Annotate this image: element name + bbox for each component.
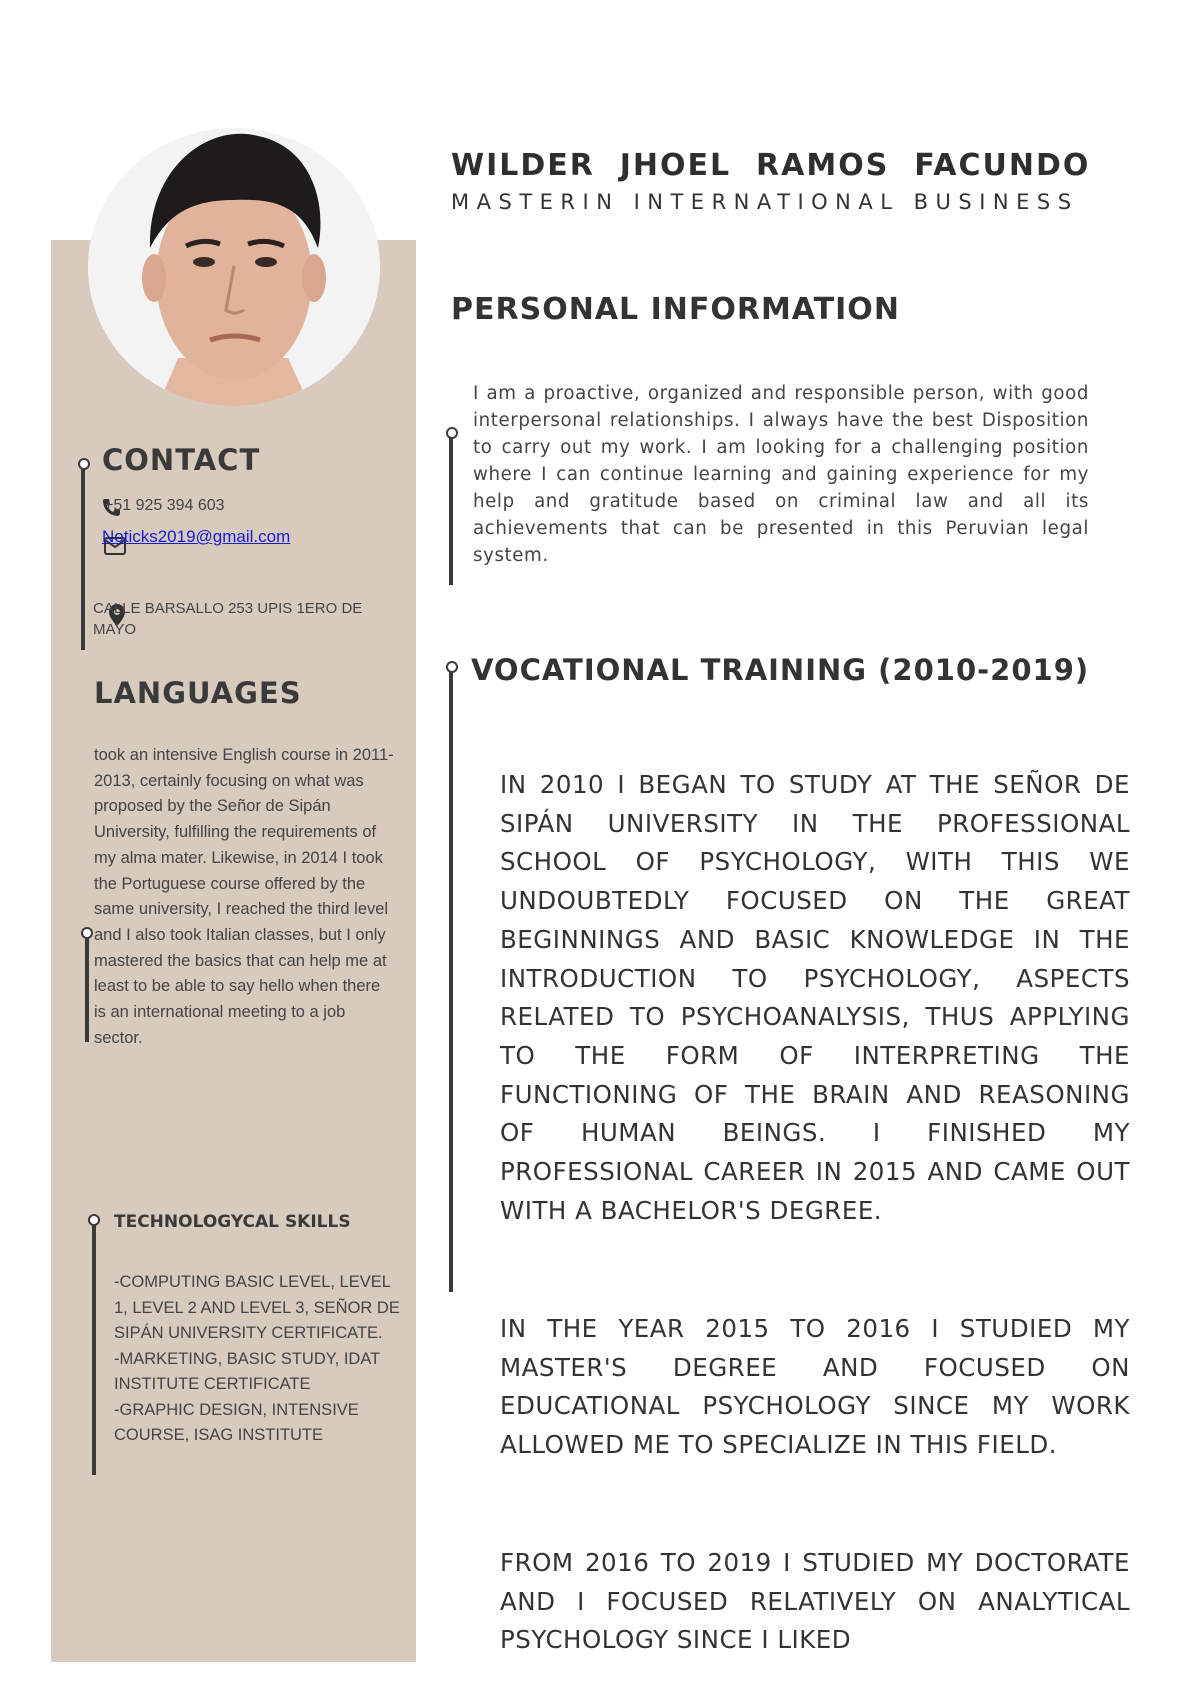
tech-skills-list bbox=[114, 1270, 404, 1449]
tech-skills-heading: TECHNOLOGYCAL SKILLS bbox=[114, 1212, 351, 1232]
profile-photo bbox=[88, 128, 380, 406]
phone-number: +51 925 394 603 bbox=[104, 497, 225, 514]
list-item: -GRAPHIC DESIGN, INTENSIVE COURSE, ISAG INSTITUTE bbox=[114, 1400, 359, 1444]
languages-heading: LANGUAGES bbox=[94, 676, 302, 710]
list-item: -COMPUTING BASIC LEVEL, LEVEL 1, LEVEL 2 AND LEVEL 3, SEÑOR DE SIPÁN UNIVERSITY CERTIFICATE. bbox=[114, 1273, 400, 1342]
timeline-line bbox=[85, 938, 89, 1042]
address: CALLE BARSALLO 253 UPIS 1ERO DE MAYO bbox=[93, 600, 363, 638]
vocational-training-heading: VOCATIONAL TRAINING (2010-2019) bbox=[471, 653, 1090, 687]
timeline-line bbox=[92, 1225, 96, 1475]
job-title: MASTERIN INTERNATIONAL BUSINESS bbox=[451, 190, 1079, 214]
contact-heading: CONTACT bbox=[102, 443, 261, 477]
timeline-line bbox=[81, 468, 85, 650]
vocational-paragraph: IN THE YEAR 2015 TO 2016 I STUDIED MY MASTER'S DEGREE AND FOCUSED ON EDUCATIONAL PSYCHOLOGY SINCE MY WORK ALLOWED ME TO SPECIALIZE IN THIS FIELD. bbox=[500, 1314, 1130, 1460]
vocational-paragraph: IN 2010 I BEGAN TO STUDY AT THE SEÑOR DE SIPÁN UNIVERSITY IN THE PROFESSIONAL SCHOOL OF PSYCHOLOGY, WITH THIS WE UNDOUBTEDLY FOCUSED ON THE GREAT BEGINNINGS AND BASIC KNOWLEDGE IN THE INTRODUCTION TO PSYCHOLOGY, ASPECTS RELATED TO PSYCHOANALYSIS, THUS APPLYING TO THE FORM OF INTERPRETING THE FUNCTIONING OF THE BRAIN AND REASONING OF HUMAN BEINGS. I FINISHED MY PROFESSIONAL CAREER IN 2015 AND CAME OUT WITH A BACHELOR'S DEGREE. bbox=[500, 770, 1130, 1225]
timeline-line bbox=[449, 437, 453, 585]
person-name: WILDER JHOEL RAMOS FACUNDO bbox=[451, 148, 1091, 183]
list-item: -MARKETING, BASIC STUDY, IDAT INSTITUTE CERTIFICATE bbox=[114, 1349, 380, 1393]
timeline-line bbox=[449, 672, 453, 1292]
personal-info-text: I am a proactive, organized and responsible person, with good interpersonal relationships. I always have the best Disposition to carry out my work. I am looking for a challenging position where I can continue learning and gaining experience for my help and gratitude based on criminal law and all its achievements that can be presented in this Peruvian legal system. bbox=[473, 383, 1089, 566]
personal-info-heading: PERSONAL INFORMATION bbox=[451, 292, 900, 327]
email-link[interactable]: Noticks2019@gmail.com bbox=[102, 527, 291, 546]
languages-description: took an intensive English course in 2011-2013, certainly focusing on what was proposed by the Señor de Sipán University, fulfilling the requirements of my alma mater. Likewise, in 2014 I took the Portuguese course offered by the same university, I reached the third level and I also took Italian classes, but I only mastered the basics that can help me at least to be able to say hello when there is an international meeting to a job sector. bbox=[94, 746, 394, 1047]
vocational-paragraph: FROM 2016 TO 2019 I STUDIED MY DOCTORATE AND I FOCUSED RELATIVELY ON ANALYTICAL PSYCHOLOGY SINCE I LIKED bbox=[500, 1548, 1130, 1655]
